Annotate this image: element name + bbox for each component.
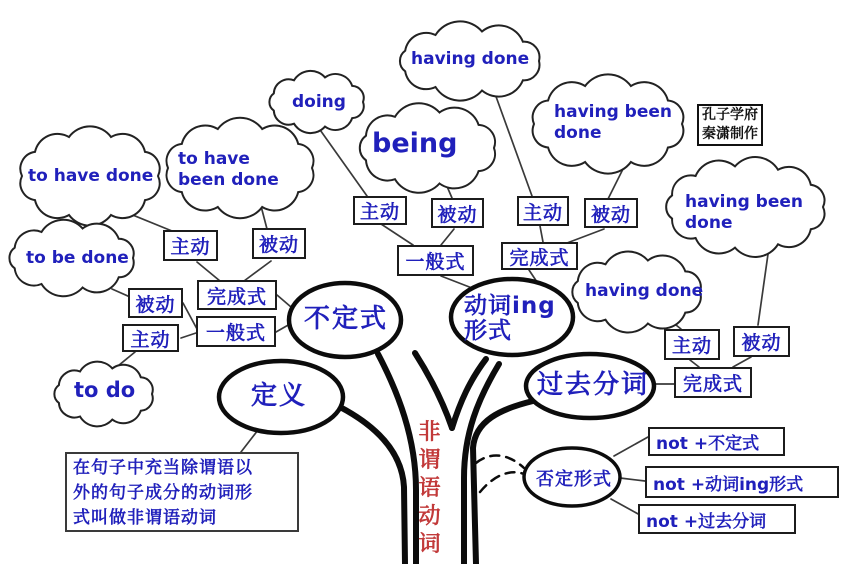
trunk-branch-6 bbox=[476, 456, 524, 468]
credit-line2: 秦潇制作 bbox=[702, 126, 758, 142]
box-perfect-right: 完成式 bbox=[674, 367, 752, 398]
box-not-infinitive: not +不定式 bbox=[648, 427, 785, 456]
box-active-mid2: 主动 bbox=[517, 196, 569, 226]
box-perfect-left: 完成式 bbox=[197, 280, 277, 310]
connector-3 bbox=[244, 261, 271, 281]
cloud-having-done-top: having done bbox=[411, 49, 530, 69]
connector-27 bbox=[620, 478, 645, 481]
trunk-branch-2 bbox=[415, 353, 452, 428]
cloud-doing: doing bbox=[292, 92, 346, 112]
credit-box bbox=[697, 104, 763, 146]
connector-17 bbox=[540, 226, 543, 242]
box-active-left1: 主动 bbox=[163, 230, 218, 261]
connector-21 bbox=[758, 247, 769, 325]
connector-28 bbox=[611, 499, 640, 515]
node-infinitive: 不定式 bbox=[304, 304, 389, 334]
cloud-having-been-done-mid bbox=[554, 102, 672, 144]
definition-note-line3: 式叫做非谓语动词 bbox=[73, 508, 217, 528]
connector-26 bbox=[614, 437, 648, 456]
cloud-having-been-done-right-line1: having been bbox=[685, 192, 804, 212]
trunk-branch-7 bbox=[480, 472, 524, 492]
box-passive-mid1: 被动 bbox=[431, 198, 484, 228]
box-passive-left1: 被动 bbox=[252, 228, 306, 259]
connector-12 bbox=[381, 224, 413, 245]
box-passive-right: 被动 bbox=[733, 326, 790, 357]
definition-note-box bbox=[65, 452, 299, 532]
trunk-branch-4 bbox=[464, 364, 499, 564]
connector-23 bbox=[733, 357, 751, 367]
node-ving-form-line1: 动词ing bbox=[464, 293, 556, 319]
connector-6 bbox=[181, 333, 196, 338]
box-not-past-participle: not +过去分词 bbox=[638, 504, 796, 534]
node-ving-form bbox=[464, 294, 556, 344]
cloud-to-have-been-done-line2: been done bbox=[178, 170, 279, 190]
cloud-to-be-done: to be done bbox=[26, 248, 129, 268]
node-past-participle: 过去分词 bbox=[537, 370, 650, 400]
credit-line1: 孔子学府 bbox=[702, 107, 758, 123]
cloud-having-been-done-right bbox=[685, 192, 803, 234]
box-active-left2: 主动 bbox=[122, 324, 179, 352]
connector-14 bbox=[441, 276, 472, 288]
box-active-right: 主动 bbox=[664, 329, 720, 360]
connector-15 bbox=[494, 91, 532, 196]
connector-2 bbox=[197, 262, 220, 281]
definition-note-line2: 外的句子成分的动词形 bbox=[73, 483, 253, 503]
trunk-title: 非谓语动词 bbox=[418, 420, 441, 557]
connector-5 bbox=[183, 303, 197, 329]
connector-25 bbox=[241, 430, 258, 452]
box-passive-mid2: 被动 bbox=[584, 198, 638, 228]
cloud-having-done-right: having done bbox=[585, 281, 704, 301]
box-passive-left2: 被动 bbox=[128, 288, 183, 318]
cloud-to-have-been-done bbox=[178, 149, 279, 191]
box-simple-left: 一般式 bbox=[196, 316, 276, 347]
box-simple-mid: 一般式 bbox=[397, 245, 474, 276]
cloud-having-been-done-right-line2: done bbox=[685, 213, 733, 233]
cloud-to-have-been-done-line1: to have bbox=[178, 149, 250, 169]
trunk-branch-0 bbox=[340, 407, 405, 564]
box-perfect-mid: 完成式 bbox=[501, 242, 578, 270]
box-active-mid1: 主动 bbox=[353, 196, 407, 225]
node-negative-form: 否定形式 bbox=[536, 469, 612, 490]
connector-22 bbox=[690, 360, 699, 367]
connector-8 bbox=[277, 295, 291, 307]
connector-18 bbox=[567, 229, 604, 243]
connector-13 bbox=[441, 229, 454, 245]
box-not-ving: not +动词ing形式 bbox=[645, 466, 839, 498]
cloud-having-been-done-mid-line1: having been bbox=[554, 102, 673, 122]
cloud-to-have-done: to have done bbox=[28, 166, 154, 186]
definition-note-line1: 在句子中充当除谓语以 bbox=[73, 458, 253, 478]
cloud-having-been-done-mid-line2: done bbox=[554, 123, 602, 143]
cloud-being: being bbox=[372, 128, 458, 159]
node-definition: 定义 bbox=[251, 381, 308, 411]
connector-10 bbox=[318, 127, 367, 196]
node-ving-form-line2: 形式 bbox=[464, 318, 512, 344]
cloud-to-do: to do bbox=[74, 378, 136, 402]
